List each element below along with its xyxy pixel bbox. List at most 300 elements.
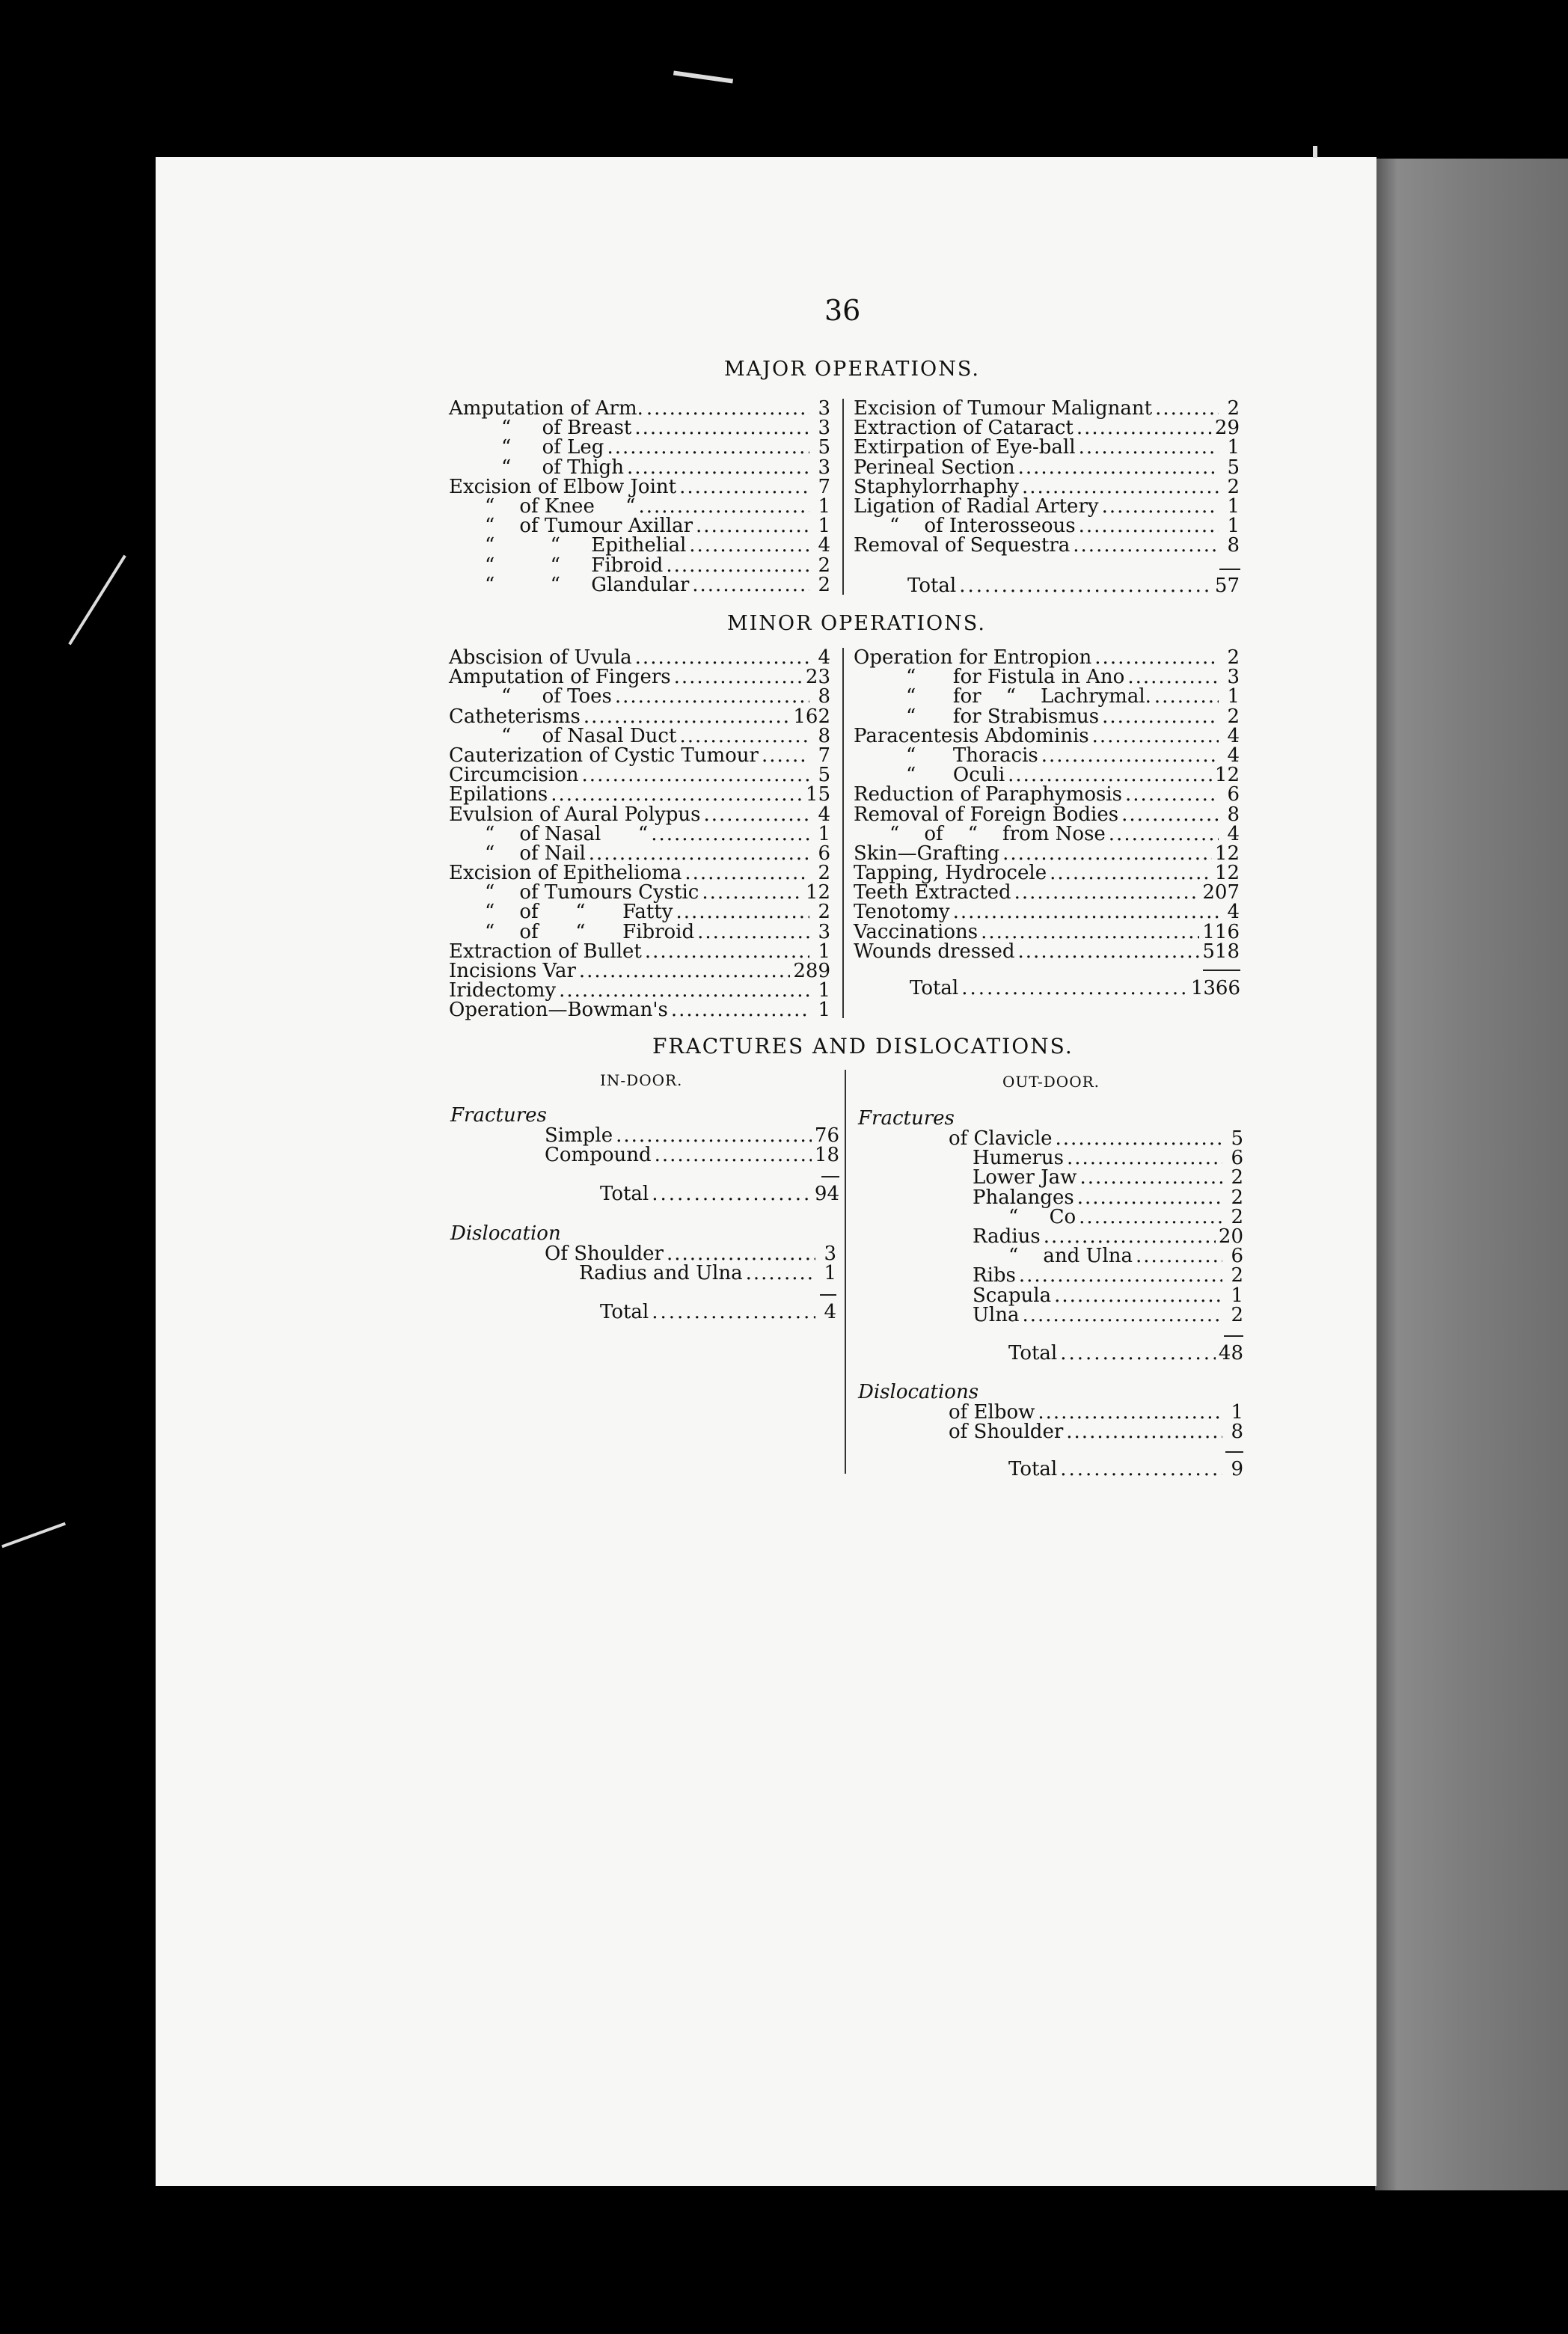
row-label: Removal of Foreign Bodies (854, 803, 1119, 826)
dot-leader (616, 1126, 812, 1145)
table-row (854, 922, 1240, 942)
dot-leader (651, 824, 809, 844)
dot-leader (671, 1000, 809, 1020)
row-value: 3 (818, 417, 830, 440)
row-value: 6 (1227, 783, 1240, 806)
row-label: Scapula (973, 1284, 1052, 1307)
row-label: “ of Breast (501, 417, 632, 440)
row-label: of Shoulder (949, 1421, 1064, 1444)
table-row (449, 438, 830, 457)
table-row (949, 1422, 1243, 1442)
dot-leader (559, 981, 809, 1000)
row-label: “ of Interosseous (889, 515, 1076, 538)
table-row (449, 863, 830, 883)
table-row (449, 961, 830, 981)
row-label: Circumcision (449, 764, 579, 787)
dot-leader (1109, 824, 1219, 844)
dot-leader (1079, 516, 1219, 536)
table-row (449, 494, 830, 518)
major-total-row (907, 576, 1240, 595)
row-value: 1 (1231, 1284, 1243, 1307)
dot-leader (1038, 1403, 1222, 1422)
row-value: 12 (1214, 862, 1240, 885)
dot-leader (1019, 1266, 1222, 1285)
row-label: Vaccinations (854, 920, 979, 943)
indoor-dislocation-label: Dislocation (450, 1222, 561, 1245)
dot-leader (615, 687, 809, 706)
book-spine (1375, 159, 1568, 2190)
dot-leader (1079, 1207, 1222, 1227)
row-label: Teeth Extracted (854, 881, 1011, 904)
row-value: 2 (818, 573, 830, 596)
row-label: “ of Leg (501, 436, 604, 459)
table-row (449, 707, 830, 726)
table-row (449, 805, 830, 824)
row-value: 1 (818, 822, 830, 845)
row-label: “ for “ Lachrymal. (906, 685, 1151, 708)
table-row (949, 1207, 1243, 1227)
table-row (449, 922, 830, 942)
dot-leader (692, 575, 809, 595)
row-label: Paracentesis Abdominis (854, 724, 1089, 747)
total-rule (820, 1294, 836, 1296)
row-label: Evulsion of Aural Polypus (449, 803, 701, 826)
row-label: Cauterization of Cystic Tumour (449, 744, 759, 767)
dot-leader (584, 707, 790, 726)
table-row (854, 726, 1240, 746)
dot-leader (638, 497, 809, 516)
table-row (949, 1168, 1243, 1187)
major-left-column (449, 399, 830, 595)
row-label: “ of Nasal Duct (501, 724, 677, 747)
row-value: 5 (1231, 1127, 1243, 1150)
row-label: Amputation of Arm. (449, 397, 643, 420)
row-label: Humerus (973, 1147, 1064, 1170)
scan-mark (673, 70, 733, 83)
table-row (449, 883, 830, 902)
row-label: Catheterisms (449, 705, 581, 728)
row-value: 2 (1231, 1186, 1243, 1209)
table-row (949, 1188, 1243, 1207)
outdoor-dislocations-total (1008, 1459, 1243, 1479)
row-label: Incisions Var (449, 960, 576, 982)
row-value: 2 (1231, 1166, 1243, 1189)
dot-leader (696, 516, 809, 536)
major-total-value: 57 (1214, 575, 1240, 597)
row-label: Of Shoulder (545, 1243, 664, 1265)
table-row (449, 687, 830, 706)
indoor-fractures-total (600, 1184, 839, 1204)
row-label: “ of “ Fibroid (485, 920, 695, 943)
total-label: Total (1008, 1342, 1058, 1364)
table-row (449, 844, 830, 863)
dot-leader (697, 922, 809, 942)
dot-leader (689, 536, 809, 555)
table-row (449, 648, 830, 667)
minor-total-row (910, 978, 1240, 998)
row-value: 6 (1231, 1147, 1243, 1170)
table-row (449, 1000, 830, 1020)
row-value: 2 (1231, 1205, 1243, 1228)
row-value: 8 (1227, 803, 1240, 826)
table-row (854, 824, 1240, 844)
dot-leader (1018, 942, 1200, 961)
row-value: 4 (818, 646, 830, 669)
row-value: 1 (1227, 436, 1240, 459)
row-value: 8 (1227, 534, 1240, 557)
row-value: 3 (818, 397, 830, 420)
table-row (449, 785, 830, 804)
row-label: Epilations (449, 783, 548, 806)
table-row (854, 516, 1240, 536)
minor-operations-title: MINOR OPERATIONS. (727, 612, 986, 635)
outdoor-heading: OUT-DOOR. (1002, 1073, 1100, 1091)
row-label: Radius (973, 1225, 1041, 1248)
dot-leader (1002, 844, 1212, 863)
row-value: 4 (818, 803, 830, 826)
total-value: 9 (1231, 1458, 1243, 1480)
outdoor-fractures-total (1008, 1344, 1243, 1363)
table-row (545, 1145, 839, 1165)
dot-leader (551, 785, 803, 804)
row-label: Iridectomy (449, 979, 557, 1002)
row-value: 1 (818, 979, 830, 1002)
row-label: Removal of Sequestra (854, 534, 1071, 557)
indoor-heading: IN-DOOR. (600, 1071, 683, 1089)
table-row (545, 1244, 836, 1264)
table-row (449, 824, 830, 844)
row-label: Phalanges (973, 1186, 1074, 1209)
row-label: Simple (545, 1124, 613, 1147)
row-value: 6 (818, 842, 830, 865)
row-value: 15 (805, 783, 830, 806)
dot-leader (1018, 458, 1219, 477)
row-label: “ of Tumour Axillar (485, 515, 693, 538)
major-right-column (854, 399, 1240, 556)
dot-leader (1077, 1188, 1222, 1207)
row-value: 3 (818, 920, 830, 943)
dot-leader (679, 726, 809, 746)
row-label: “ of “ Fatty (485, 901, 673, 924)
table-row (949, 1246, 1243, 1266)
dot-leader (981, 922, 1199, 942)
table-row (449, 418, 830, 438)
row-label: Amputation of Fingers (449, 666, 671, 689)
row-label: Radius and Ulna (579, 1262, 743, 1285)
row-value: 2 (1227, 475, 1240, 498)
row-value: 3 (824, 1243, 836, 1265)
dot-leader (674, 667, 803, 687)
row-value: 8 (1231, 1421, 1243, 1444)
row-label: “ of Knee “ (485, 494, 636, 518)
total-label: Total (1008, 1458, 1058, 1480)
row-value: 23 (805, 666, 830, 689)
table-row (854, 785, 1240, 804)
row-value: 18 (814, 1144, 839, 1167)
total-label: Total (907, 575, 957, 597)
column-divider (845, 1070, 846, 1474)
row-value: 518 (1202, 940, 1240, 963)
row-value: 8 (818, 685, 830, 708)
row-value: 2 (818, 901, 830, 924)
outdoor-fractures-label: Fractures (858, 1107, 955, 1130)
table-row (854, 648, 1240, 667)
row-value: 1 (818, 494, 830, 518)
dot-leader (1073, 536, 1219, 555)
row-label: Compound (545, 1144, 652, 1167)
table-row (854, 458, 1240, 477)
row-value: 289 (793, 960, 830, 982)
table-row (854, 883, 1240, 902)
total-value: 4 (824, 1301, 836, 1323)
row-value: 2 (818, 554, 830, 577)
dot-leader (1044, 1227, 1216, 1246)
row-value: 2 (1231, 1264, 1243, 1287)
row-label: “ of Thigh (501, 456, 624, 479)
row-value: 6 (1231, 1245, 1243, 1268)
table-row (449, 726, 830, 746)
table-row (854, 746, 1240, 765)
row-value: 1 (818, 515, 830, 538)
row-label: Lower Jaw (973, 1166, 1077, 1189)
row-label: Operation—Bowman's (449, 999, 668, 1022)
dot-leader (1127, 667, 1219, 687)
row-value: 4 (818, 534, 830, 557)
row-label: “ of Toes (501, 685, 612, 708)
dot-leader (1079, 1168, 1222, 1187)
dot-leader (1022, 477, 1219, 497)
row-label: Staphylorrhaphy (854, 475, 1019, 498)
table-row (854, 902, 1240, 922)
row-value: 207 (1202, 881, 1240, 904)
dot-leader (655, 1145, 812, 1165)
table-row (854, 399, 1240, 418)
total-rule (1225, 1451, 1243, 1453)
table-row (854, 438, 1240, 457)
row-value: 1 (818, 940, 830, 963)
dot-leader (953, 902, 1219, 922)
scan-mark (1, 1522, 66, 1549)
row-label: “ of “ from Nose (889, 822, 1106, 845)
row-label: “ “ Glandular (485, 573, 690, 596)
row-label: “ Thoracis (906, 744, 1038, 767)
column-divider (842, 399, 844, 595)
row-label: “ “ Epithelial (485, 534, 687, 557)
row-label: Extraction of Bullet (449, 940, 642, 963)
outdoor-dislocations-list (949, 1403, 1243, 1442)
table-row (545, 1126, 839, 1145)
outdoor-fractures-list (949, 1129, 1243, 1325)
dot-leader (1050, 863, 1212, 883)
page-number: 36 (824, 294, 861, 327)
dot-leader (1102, 707, 1219, 726)
row-label: Tapping, Hydrocele (854, 862, 1047, 885)
row-value: 2 (1227, 705, 1240, 728)
row-value: 5 (1227, 456, 1240, 479)
table-row (949, 1227, 1243, 1246)
dot-leader (645, 942, 809, 961)
dot-leader (1092, 726, 1219, 746)
row-value: 29 (1214, 417, 1240, 440)
table-row (449, 399, 830, 418)
total-rule (821, 1176, 839, 1177)
total-value: 48 (1218, 1342, 1243, 1364)
row-value: 4 (1227, 724, 1240, 747)
row-label: Extirpation of Eye-ball (854, 436, 1076, 459)
table-row (949, 1305, 1243, 1325)
row-value: 76 (814, 1124, 839, 1147)
row-label: “ “ Fibroid (485, 554, 664, 577)
row-value: 4 (1227, 822, 1240, 845)
row-label: Wounds dressed (854, 940, 1015, 963)
row-value: 2 (818, 862, 830, 885)
dot-leader (666, 556, 809, 575)
row-value: 20 (1218, 1225, 1243, 1248)
table-row (854, 477, 1240, 497)
dot-leader (627, 458, 809, 477)
row-label: Excision of Epithelioma (449, 862, 682, 885)
table-row (449, 536, 830, 555)
row-label: “ Oculi (906, 764, 1005, 787)
row-value: 7 (818, 744, 830, 767)
table-row (949, 1129, 1243, 1148)
row-label: Perineal Section (854, 456, 1015, 479)
row-value: 7 (818, 475, 830, 498)
row-label: Excision of Tumour Malignant (854, 397, 1153, 420)
dot-leader (1155, 399, 1219, 418)
table-row (449, 942, 830, 961)
dot-leader (1014, 883, 1200, 902)
row-label: Reduction of Paraphymosis (854, 783, 1123, 806)
row-label: Excision of Elbow Joint (449, 475, 677, 498)
table-row (854, 494, 1240, 518)
row-label: Tenotomy (854, 901, 950, 924)
row-label: “ of Nasal “ (485, 822, 649, 845)
table-row (949, 1266, 1243, 1285)
row-label: Ligation of Radial Artery (854, 494, 1099, 518)
row-value: 2 (1227, 646, 1240, 669)
dot-leader (702, 883, 803, 902)
table-row (449, 981, 830, 1000)
row-value: 4 (1227, 901, 1240, 924)
row-value: 8 (818, 724, 830, 747)
dot-leader (1136, 1246, 1222, 1266)
dot-leader (1066, 1422, 1222, 1442)
row-value: 1 (818, 999, 830, 1022)
table-row (449, 667, 830, 687)
table-row (854, 687, 1240, 706)
table-row (949, 1148, 1243, 1168)
row-value: 4 (1227, 744, 1240, 767)
row-value: 162 (793, 705, 830, 728)
dot-leader (1125, 785, 1219, 804)
row-label: of Clavicle (949, 1127, 1053, 1150)
dot-leader (746, 1264, 815, 1283)
row-value: 2 (1231, 1303, 1243, 1326)
dot-leader (667, 1244, 815, 1264)
row-label: “ of Nail (485, 842, 586, 865)
table-row (854, 765, 1240, 785)
table-row (449, 902, 830, 922)
row-label: Operation for Entropion (854, 646, 1092, 669)
row-label: Ribs (973, 1264, 1016, 1287)
indoor-fractures-label: Fractures (450, 1104, 547, 1127)
dot-leader (1102, 497, 1219, 516)
table-row (545, 1264, 836, 1283)
total-value: 94 (814, 1183, 839, 1205)
dot-leader (1041, 746, 1219, 765)
total-label: Total (600, 1301, 649, 1323)
table-row (949, 1286, 1243, 1305)
table-row (449, 746, 830, 765)
table-row (449, 516, 830, 536)
dot-leader (646, 399, 809, 418)
row-value: 1 (1227, 685, 1240, 708)
table-row (449, 458, 830, 477)
dot-leader (1056, 1129, 1222, 1148)
minor-total-value: 1366 (1190, 977, 1240, 999)
table-row (949, 1403, 1243, 1422)
dot-leader (579, 961, 790, 981)
outdoor-dislocations-label: Dislocations (858, 1381, 979, 1403)
dot-leader (762, 746, 809, 765)
table-row (854, 844, 1240, 863)
minor-right-column (854, 648, 1240, 961)
dot-leader (676, 902, 809, 922)
table-row (854, 667, 1240, 687)
dot-leader (1154, 687, 1219, 706)
table-row (854, 536, 1240, 555)
total-rule (1224, 1335, 1243, 1337)
table-row (854, 805, 1240, 824)
indoor-dislocation-list (545, 1244, 836, 1283)
total-rule (1219, 569, 1240, 570)
dot-leader (703, 805, 809, 824)
row-value: 5 (818, 764, 830, 787)
dot-leader (1008, 765, 1212, 785)
fractures-title: FRACTURES AND DISLOCATIONS. (652, 1034, 1074, 1059)
row-label: “ of Tumours Cystic (485, 881, 699, 904)
table-row (449, 765, 830, 785)
row-value: 3 (1227, 666, 1240, 689)
dot-leader (635, 648, 809, 667)
row-label: Abscision of Uvula (449, 646, 632, 669)
scan-mark (68, 555, 126, 646)
minor-left-column (449, 648, 830, 1020)
row-label: Skin—Grafting (854, 842, 1000, 865)
table-row (449, 477, 830, 497)
row-value: 5 (818, 436, 830, 459)
row-label: Ulna (973, 1303, 1020, 1326)
row-value: 1 (824, 1262, 836, 1285)
dot-leader (589, 844, 809, 863)
table-row (854, 418, 1240, 438)
column-divider (842, 648, 844, 1018)
dot-leader (685, 863, 809, 883)
row-value: 12 (1214, 764, 1240, 787)
dot-leader (607, 438, 809, 457)
dot-leader (1067, 1148, 1222, 1168)
row-label: of Elbow (949, 1401, 1035, 1424)
dot-leader (1054, 1286, 1222, 1305)
scan-mark (1313, 146, 1317, 158)
row-value: 1 (1227, 494, 1240, 518)
table-row (854, 863, 1240, 883)
row-value: 2 (1227, 397, 1240, 420)
table-row (854, 707, 1240, 726)
row-value: 3 (818, 456, 830, 479)
dot-leader (1022, 1305, 1222, 1325)
